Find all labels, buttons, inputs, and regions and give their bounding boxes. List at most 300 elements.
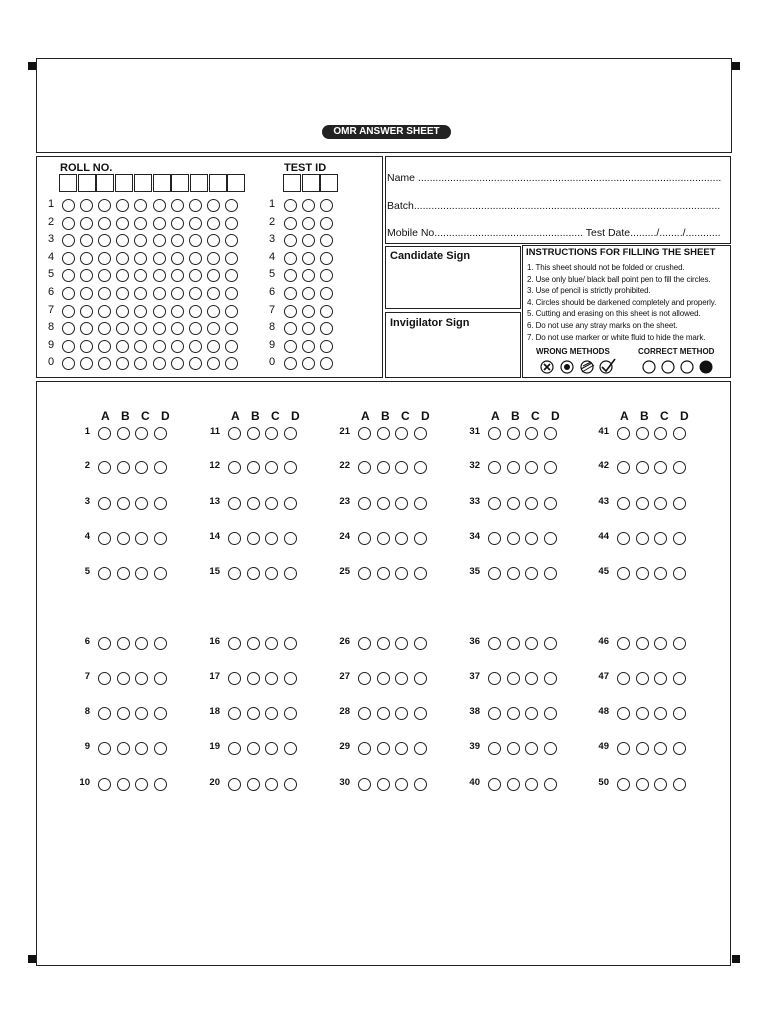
- answer-bubble[interactable]: [98, 427, 111, 440]
- answer-bubble[interactable]: [228, 461, 241, 474]
- option-header: C: [531, 409, 540, 423]
- answer-bubble[interactable]: [636, 637, 649, 650]
- answer-bubble[interactable]: [247, 461, 260, 474]
- answer-bubble[interactable]: [488, 672, 501, 685]
- answer-bubble[interactable]: [154, 742, 167, 755]
- answer-bubble[interactable]: [488, 567, 501, 580]
- roll-no-cell[interactable]: [153, 174, 171, 192]
- answer-bubble[interactable]: [247, 637, 260, 650]
- answer-bubble[interactable]: [507, 742, 520, 755]
- instruction-item: 5. Cutting and erasing on this sheet is not allowed.: [527, 309, 701, 319]
- answer-bubble[interactable]: [358, 427, 371, 440]
- registration-mark-bottom-left: [28, 955, 36, 963]
- test-id-bubble[interactable]: [320, 340, 333, 353]
- roll-no-bubble[interactable]: [62, 252, 75, 265]
- question-number: 21: [339, 426, 350, 437]
- answer-bubble[interactable]: [154, 637, 167, 650]
- answer-bubble[interactable]: [507, 497, 520, 510]
- answer-bubble[interactable]: [98, 567, 111, 580]
- test-id-digit-label: 2: [269, 215, 276, 228]
- roll-no-bubble[interactable]: [171, 269, 184, 282]
- roll-no-bubble[interactable]: [189, 252, 202, 265]
- roll-no-bubble[interactable]: [189, 340, 202, 353]
- question-number: 47: [598, 671, 609, 682]
- answer-bubble[interactable]: [228, 707, 241, 720]
- instruction-item: 1. This sheet should not be folded or crushed.: [527, 263, 685, 272]
- answer-bubble[interactable]: [154, 427, 167, 440]
- answer-bubble[interactable]: [636, 672, 649, 685]
- question-number: 17: [209, 671, 220, 682]
- answer-bubble[interactable]: [98, 742, 111, 755]
- answer-bubble[interactable]: [636, 532, 649, 545]
- answer-bubble[interactable]: [507, 567, 520, 580]
- answer-bubble[interactable]: [617, 567, 630, 580]
- answer-bubble[interactable]: [247, 497, 260, 510]
- answer-bubble[interactable]: [358, 707, 371, 720]
- answer-bubble[interactable]: [544, 532, 557, 545]
- answer-bubble[interactable]: [247, 427, 260, 440]
- answer-bubble[interactable]: [617, 742, 630, 755]
- answer-bubble[interactable]: [544, 427, 557, 440]
- test-id-bubble[interactable]: [284, 252, 297, 265]
- answer-bubble[interactable]: [673, 637, 686, 650]
- answer-bubble[interactable]: [414, 461, 427, 474]
- question-number: 10: [79, 777, 90, 788]
- roll-no-bubble[interactable]: [225, 234, 238, 247]
- roll-no-bubble[interactable]: [225, 252, 238, 265]
- answer-bubble[interactable]: [544, 497, 557, 510]
- roll-digit-label: 1: [48, 198, 55, 210]
- answer-bubble[interactable]: [228, 497, 241, 510]
- option-header: A: [620, 409, 629, 423]
- answer-bubble[interactable]: [507, 637, 520, 650]
- roll-no-bubble[interactable]: [207, 322, 220, 335]
- roll-no-cell[interactable]: [115, 174, 133, 192]
- test-id-bubble[interactable]: [320, 252, 333, 265]
- answer-bubble[interactable]: [358, 778, 371, 791]
- answer-bubble[interactable]: [247, 707, 260, 720]
- answer-bubble[interactable]: [377, 427, 390, 440]
- question-number: 1: [84, 426, 90, 437]
- answer-bubble[interactable]: [507, 461, 520, 474]
- answer-bubble[interactable]: [636, 461, 649, 474]
- answer-bubble[interactable]: [358, 497, 371, 510]
- test-id-bubble[interactable]: [284, 199, 297, 212]
- answer-bubble[interactable]: [228, 427, 241, 440]
- answer-bubble[interactable]: [636, 427, 649, 440]
- option-header: A: [231, 409, 240, 423]
- test-id-bubble[interactable]: [284, 305, 297, 318]
- test-id-bubble[interactable]: [302, 217, 315, 230]
- answer-bubble[interactable]: [228, 672, 241, 685]
- roll-no-bubble[interactable]: [189, 287, 202, 300]
- question-number: 28: [339, 706, 350, 717]
- roll-no-cell[interactable]: [227, 174, 245, 192]
- roll-no-bubble[interactable]: [171, 234, 184, 247]
- roll-no-bubble[interactable]: [225, 217, 238, 230]
- answer-bubble[interactable]: [358, 532, 371, 545]
- roll-no-bubble[interactable]: [189, 234, 202, 247]
- roll-no-cell[interactable]: [78, 174, 96, 192]
- answer-bubble[interactable]: [507, 707, 520, 720]
- answer-bubble[interactable]: [117, 532, 130, 545]
- answer-bubble[interactable]: [617, 461, 630, 474]
- answer-bubble[interactable]: [117, 707, 130, 720]
- roll-no-bubble[interactable]: [207, 340, 220, 353]
- roll-no-bubble[interactable]: [153, 217, 166, 230]
- answer-bubble[interactable]: [247, 742, 260, 755]
- question-number: 26: [339, 636, 350, 647]
- roll-no-bubble[interactable]: [153, 199, 166, 212]
- answer-bubble[interactable]: [154, 567, 167, 580]
- answer-bubble[interactable]: [673, 497, 686, 510]
- roll-no-bubble[interactable]: [80, 252, 93, 265]
- answer-bubble[interactable]: [284, 778, 297, 791]
- answer-bubble[interactable]: [117, 672, 130, 685]
- roll-no-cell[interactable]: [209, 174, 227, 192]
- answer-bubble[interactable]: [154, 707, 167, 720]
- answer-bubble[interactable]: [488, 461, 501, 474]
- answer-bubble[interactable]: [247, 532, 260, 545]
- question-number: 45: [598, 566, 609, 577]
- answer-bubble[interactable]: [414, 637, 427, 650]
- roll-no-bubble[interactable]: [153, 269, 166, 282]
- roll-no-bubble[interactable]: [80, 305, 93, 318]
- answer-bubble[interactable]: [617, 707, 630, 720]
- roll-no-bubble[interactable]: [225, 305, 238, 318]
- roll-digit-label: 3: [48, 233, 55, 246]
- answer-bubble[interactable]: [358, 742, 371, 755]
- correct-method-icons: [640, 358, 716, 374]
- roll-no-bubble[interactable]: [134, 217, 147, 230]
- answer-bubble[interactable]: [636, 567, 649, 580]
- answer-bubble[interactable]: [117, 427, 130, 440]
- roll-no-bubble[interactable]: [225, 199, 238, 212]
- roll-no-bubble[interactable]: [98, 217, 111, 230]
- roll-no-bubble[interactable]: [153, 340, 166, 353]
- test-id-bubble[interactable]: [284, 340, 297, 353]
- question-number: 32: [469, 460, 480, 471]
- roll-digit-label: 5: [48, 268, 55, 281]
- question-number: 22: [339, 460, 350, 471]
- answer-bubble[interactable]: [98, 637, 111, 650]
- answer-bubble[interactable]: [358, 567, 371, 580]
- question-number: 9: [84, 741, 90, 752]
- test-id-bubble[interactable]: [302, 287, 315, 300]
- roll-no-cell[interactable]: [59, 174, 77, 192]
- roll-no-bubble[interactable]: [98, 340, 111, 353]
- answer-bubble[interactable]: [414, 742, 427, 755]
- roll-no-bubble[interactable]: [225, 322, 238, 335]
- roll-no-bubble[interactable]: [62, 305, 75, 318]
- answer-bubble[interactable]: [117, 778, 130, 791]
- answer-bubble[interactable]: [377, 532, 390, 545]
- roll-no-bubble[interactable]: [62, 217, 75, 230]
- option-header: B: [381, 409, 390, 423]
- answer-bubble[interactable]: [228, 567, 241, 580]
- answer-bubble[interactable]: [228, 778, 241, 791]
- answer-bubble[interactable]: [228, 742, 241, 755]
- test-id-digit-label: 4: [269, 250, 276, 263]
- answer-bubble[interactable]: [673, 778, 686, 791]
- answer-bubble[interactable]: [488, 778, 501, 791]
- roll-no-bubble[interactable]: [171, 340, 184, 353]
- roll-no-bubble[interactable]: [62, 199, 75, 212]
- answer-bubble[interactable]: [117, 461, 130, 474]
- test-id-label: TEST ID: [284, 162, 327, 174]
- roll-no-bubble[interactable]: [80, 287, 93, 300]
- roll-no-bubble[interactable]: [207, 217, 220, 230]
- answer-bubble[interactable]: [617, 427, 630, 440]
- answer-bubble[interactable]: [673, 461, 686, 474]
- answer-bubble[interactable]: [98, 532, 111, 545]
- answer-bubble[interactable]: [154, 672, 167, 685]
- answer-bubble[interactable]: [98, 672, 111, 685]
- answer-bubble[interactable]: [636, 497, 649, 510]
- answer-bubble[interactable]: [488, 532, 501, 545]
- answer-bubble[interactable]: [284, 742, 297, 755]
- roll-no-bubble[interactable]: [62, 287, 75, 300]
- option-header: A: [361, 409, 370, 423]
- roll-no-bubble[interactable]: [225, 340, 238, 353]
- answer-bubble[interactable]: [414, 532, 427, 545]
- answer-bubble[interactable]: [154, 461, 167, 474]
- roll-no-bubble[interactable]: [171, 357, 184, 370]
- answer-bubble[interactable]: [414, 567, 427, 580]
- answer-bubble[interactable]: [636, 707, 649, 720]
- question-number: 20: [209, 777, 220, 788]
- answer-bubble[interactable]: [488, 742, 501, 755]
- roll-no-bubble[interactable]: [62, 340, 75, 353]
- answer-bubble[interactable]: [98, 778, 111, 791]
- option-header: B: [251, 409, 260, 423]
- roll-no-bubble[interactable]: [207, 199, 220, 212]
- answer-bubble[interactable]: [488, 637, 501, 650]
- roll-no-bubble[interactable]: [171, 217, 184, 230]
- answer-bubble[interactable]: [617, 532, 630, 545]
- question-number: 24: [339, 531, 350, 542]
- test-id-bubble[interactable]: [302, 252, 315, 265]
- answer-bubble[interactable]: [544, 742, 557, 755]
- roll-no-bubble[interactable]: [116, 305, 129, 318]
- roll-no-bubble[interactable]: [153, 234, 166, 247]
- answer-bubble[interactable]: [284, 637, 297, 650]
- answer-bubble[interactable]: [154, 532, 167, 545]
- roll-no-cell[interactable]: [171, 174, 189, 192]
- question-number: 41: [598, 426, 609, 437]
- question-number: 40: [469, 777, 480, 788]
- answer-bubble[interactable]: [544, 672, 557, 685]
- answer-bubble[interactable]: [617, 637, 630, 650]
- answer-bubble[interactable]: [284, 707, 297, 720]
- roll-no-cell[interactable]: [96, 174, 114, 192]
- answer-bubble[interactable]: [636, 778, 649, 791]
- roll-digit-label: 4: [48, 250, 55, 263]
- test-id-bubble[interactable]: [302, 199, 315, 212]
- test-id-digit-label: 7: [269, 303, 276, 316]
- test-id-bubble[interactable]: [320, 217, 333, 230]
- answer-bubble[interactable]: [247, 778, 260, 791]
- test-id-bubble[interactable]: [302, 340, 315, 353]
- answer-bubble[interactable]: [414, 497, 427, 510]
- option-header: B: [640, 409, 649, 423]
- answer-bubble[interactable]: [544, 461, 557, 474]
- answer-bubble[interactable]: [247, 567, 260, 580]
- instruction-item: 7. Do not use marker or white fluid to hide the mark.: [527, 332, 706, 342]
- answer-bubble[interactable]: [544, 707, 557, 720]
- answer-bubble[interactable]: [636, 742, 649, 755]
- question-number: 43: [598, 496, 609, 507]
- roll-no-bubble[interactable]: [153, 305, 166, 318]
- roll-no-bubble[interactable]: [207, 305, 220, 318]
- answer-bubble[interactable]: [377, 672, 390, 685]
- roll-no-bubble[interactable]: [171, 305, 184, 318]
- answer-bubble[interactable]: [544, 567, 557, 580]
- roll-no-bubble[interactable]: [153, 357, 166, 370]
- answer-bubble[interactable]: [673, 742, 686, 755]
- answer-bubble[interactable]: [507, 532, 520, 545]
- answer-bubble[interactable]: [154, 497, 167, 510]
- roll-no-bubble[interactable]: [153, 322, 166, 335]
- question-number: 33: [469, 496, 480, 507]
- answer-bubble[interactable]: [507, 778, 520, 791]
- answer-bubble[interactable]: [117, 637, 130, 650]
- test-id-bubble[interactable]: [302, 305, 315, 318]
- answer-bubble[interactable]: [247, 672, 260, 685]
- answer-bubble[interactable]: [488, 497, 501, 510]
- answer-bubble[interactable]: [377, 778, 390, 791]
- answer-bubble[interactable]: [507, 427, 520, 440]
- roll-no-bubble[interactable]: [171, 252, 184, 265]
- answer-bubble[interactable]: [358, 672, 371, 685]
- answer-bubble[interactable]: [377, 497, 390, 510]
- answer-bubble[interactable]: [284, 567, 297, 580]
- test-id-cell[interactable]: [283, 174, 301, 192]
- name-field[interactable]: Name ........................................................................................................: [387, 172, 722, 184]
- answer-bubble[interactable]: [117, 497, 130, 510]
- roll-no-bubble[interactable]: [80, 340, 93, 353]
- answer-bubble[interactable]: [617, 497, 630, 510]
- answer-bubble[interactable]: [154, 778, 167, 791]
- tick-mark-icon: [600, 359, 615, 373]
- answer-bubble[interactable]: [228, 532, 241, 545]
- question-number: 2: [84, 460, 90, 471]
- answer-bubble[interactable]: [377, 707, 390, 720]
- answer-bubble[interactable]: [617, 778, 630, 791]
- answer-bubble[interactable]: [617, 672, 630, 685]
- roll-no-cell[interactable]: [190, 174, 208, 192]
- answer-bubble[interactable]: [414, 427, 427, 440]
- answer-bubble[interactable]: [284, 497, 297, 510]
- answer-bubble[interactable]: [673, 567, 686, 580]
- answer-bubble[interactable]: [98, 497, 111, 510]
- correct-method-label: CORRECT METHOD: [638, 347, 715, 356]
- answer-bubble[interactable]: [284, 461, 297, 474]
- test-id-cell[interactable]: [320, 174, 338, 192]
- roll-no-bubble[interactable]: [171, 287, 184, 300]
- answer-bubble[interactable]: [488, 427, 501, 440]
- test-id-cell[interactable]: [302, 174, 320, 192]
- question-number: 15: [209, 566, 220, 577]
- roll-no-bubble[interactable]: [171, 322, 184, 335]
- answer-bubble[interactable]: [284, 672, 297, 685]
- answer-bubble[interactable]: [284, 532, 297, 545]
- roll-no-bubble[interactable]: [80, 199, 93, 212]
- question-number: 18: [209, 706, 220, 717]
- answer-bubble[interactable]: [358, 461, 371, 474]
- roll-no-bubble[interactable]: [225, 287, 238, 300]
- answer-bubble[interactable]: [377, 742, 390, 755]
- answer-bubble[interactable]: [98, 461, 111, 474]
- question-number: 35: [469, 566, 480, 577]
- test-id-bubble[interactable]: [284, 217, 297, 230]
- question-number: 31: [469, 426, 480, 437]
- answer-bubble[interactable]: [673, 427, 686, 440]
- question-number: 38: [469, 706, 480, 717]
- roll-no-bubble[interactable]: [189, 305, 202, 318]
- answer-bubble[interactable]: [673, 707, 686, 720]
- answer-bubble[interactable]: [98, 707, 111, 720]
- test-id-digit-label: 0: [269, 356, 276, 369]
- roll-no-bubble[interactable]: [98, 252, 111, 265]
- test-id-digit-label: 5: [269, 268, 276, 281]
- test-id-digit-label: 1: [269, 198, 276, 210]
- answer-bubble[interactable]: [414, 707, 427, 720]
- answer-bubble[interactable]: [228, 637, 241, 650]
- answer-bubble[interactable]: [544, 778, 557, 791]
- registration-mark-top-left: [28, 62, 36, 70]
- roll-no-bubble[interactable]: [153, 287, 166, 300]
- roll-no-bubble[interactable]: [98, 305, 111, 318]
- roll-no-bubble[interactable]: [189, 199, 202, 212]
- answer-bubble[interactable]: [544, 637, 557, 650]
- roll-no-bubble[interactable]: [134, 305, 147, 318]
- roll-no-bubble[interactable]: [171, 199, 184, 212]
- question-number: 39: [469, 741, 480, 752]
- answer-bubble[interactable]: [117, 742, 130, 755]
- answer-bubble[interactable]: [117, 567, 130, 580]
- answer-bubble[interactable]: [488, 707, 501, 720]
- roll-no-bubble[interactable]: [80, 217, 93, 230]
- test-id-bubble[interactable]: [320, 305, 333, 318]
- mobile-date-field[interactable]: Mobile No................................................... Test Date........./......../............: [387, 227, 721, 239]
- answer-bubble[interactable]: [507, 672, 520, 685]
- answer-bubble[interactable]: [414, 778, 427, 791]
- batch-field[interactable]: Batch.........................................................................................................: [387, 200, 721, 212]
- answer-bubble[interactable]: [673, 672, 686, 685]
- test-id-digit-label: 9: [269, 338, 276, 351]
- roll-no-bubble[interactable]: [116, 217, 129, 230]
- roll-no-bubble[interactable]: [189, 322, 202, 335]
- question-number: 7: [84, 671, 90, 682]
- answer-bubble[interactable]: [414, 672, 427, 685]
- answer-bubble[interactable]: [673, 532, 686, 545]
- roll-no-bubble[interactable]: [207, 252, 220, 265]
- answer-bubble[interactable]: [377, 567, 390, 580]
- roll-no-bubble[interactable]: [207, 287, 220, 300]
- roll-no-bubble[interactable]: [189, 217, 202, 230]
- registration-mark-top-right: [732, 62, 740, 70]
- answer-bubble[interactable]: [358, 637, 371, 650]
- answer-bubble[interactable]: [377, 637, 390, 650]
- roll-no-cell[interactable]: [134, 174, 152, 192]
- roll-no-bubble[interactable]: [153, 252, 166, 265]
- test-id-bubble[interactable]: [284, 287, 297, 300]
- answer-bubble[interactable]: [377, 461, 390, 474]
- roll-no-bubble[interactable]: [207, 234, 220, 247]
- answer-bubble[interactable]: [284, 427, 297, 440]
- question-number: 13: [209, 496, 220, 507]
